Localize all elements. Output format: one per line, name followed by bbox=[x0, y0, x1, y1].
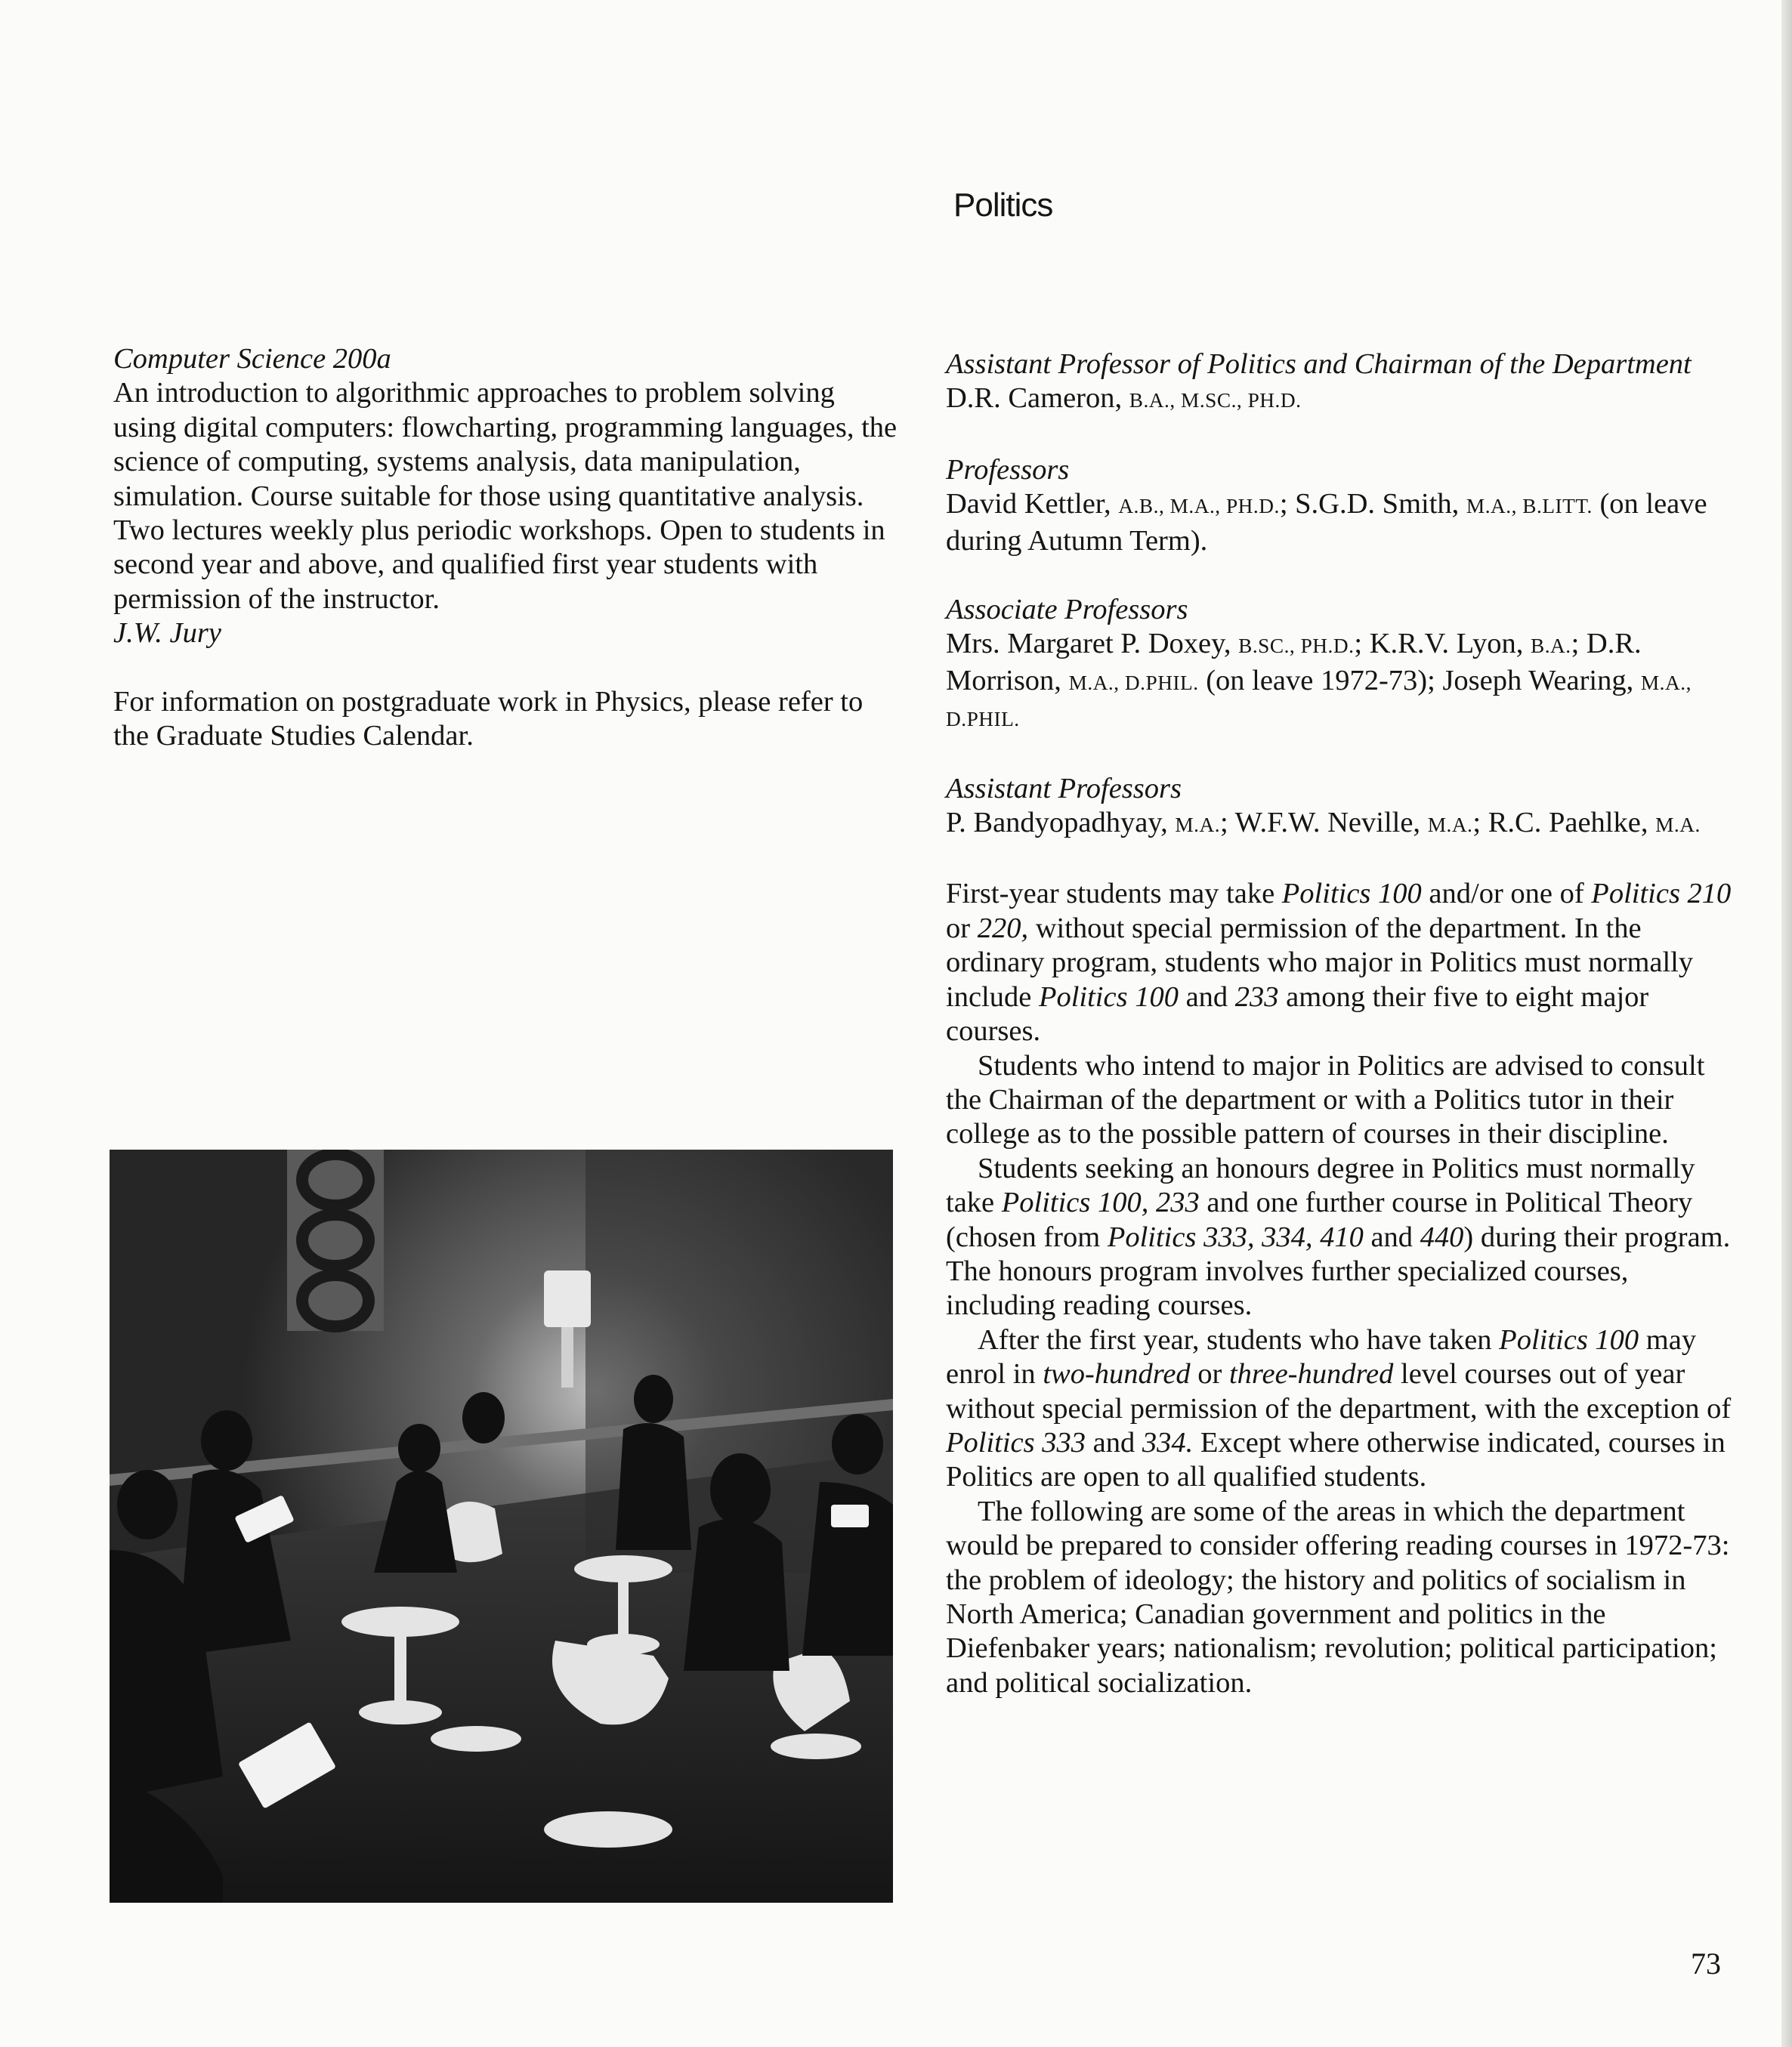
postgraduate-note: For information on postgraduate work in Physics, please refer to the Graduate Studies Calendar. bbox=[113, 685, 864, 752]
associate-name: ; K.R.V. Lyon, bbox=[1354, 628, 1531, 660]
course-ref: Politics 100 bbox=[1281, 878, 1422, 910]
assistant-professors-block bbox=[946, 772, 1732, 843]
course-ref: two-hundred bbox=[1043, 1358, 1191, 1391]
assistant-degrees: M.A. bbox=[1427, 814, 1473, 837]
course-ref: Politics 210 bbox=[1591, 878, 1732, 910]
assistant-professors-heading: Assistant Professors bbox=[946, 772, 1182, 804]
text-run: may enrol in bbox=[946, 1323, 1697, 1391]
program-paragraph-4 bbox=[946, 1323, 1732, 1495]
text-run: and bbox=[1178, 980, 1235, 1013]
course-ref: 334. bbox=[1142, 1426, 1194, 1459]
text-run: and bbox=[1086, 1426, 1142, 1459]
assistant-name: ; R.C. Paehlke, bbox=[1472, 807, 1656, 839]
right-column bbox=[946, 347, 1732, 1700]
program-paragraph-2: Students who intend to major in Politics are advised to consult the Chairman of the department or with a Politics tutor in their college as to the possible pattern of courses in their discipline. bbox=[946, 1049, 1705, 1150]
text-run: Students seeking an honours degree in Politics must normally take bbox=[946, 1152, 1695, 1219]
text-run: and/or one of bbox=[1421, 878, 1592, 910]
chair-name: D.R. Cameron, bbox=[946, 382, 1129, 415]
program-paragraph-3 bbox=[946, 1152, 1732, 1323]
associate-name: Joseph Wearing, bbox=[1442, 664, 1641, 696]
course-ref: Politics 100, 233 bbox=[1001, 1187, 1200, 1219]
course-ref: Politics 333 bbox=[946, 1426, 1086, 1459]
text-run: ) during their program. The honours program involves further specialized courses, including reading courses. bbox=[946, 1221, 1731, 1322]
course-title: Computer Science 200a bbox=[113, 343, 391, 375]
assistant-professors-list bbox=[946, 806, 1732, 842]
professors-block bbox=[946, 453, 1732, 558]
course-ref: Politics 100 bbox=[1499, 1323, 1639, 1356]
professor-note: (on leave during Autumn Term). bbox=[946, 488, 1707, 557]
left-column bbox=[113, 342, 899, 753]
assistant-name: P. Bandyopadhyay, bbox=[946, 807, 1176, 839]
chair-entry bbox=[946, 381, 1732, 418]
chair-degrees: B.A., M.SC., PH.D. bbox=[1129, 389, 1302, 412]
text-run: without special permission of the department. In the ordinary program, students who major in Politics must normally include bbox=[946, 912, 1694, 1013]
chair-title: Assistant Professor of Politics and Chairman of the Department bbox=[946, 348, 1692, 380]
professor-name: David Kettler, bbox=[946, 488, 1119, 520]
associate-note: (on leave 1972-73); bbox=[1198, 664, 1443, 696]
associate-degrees: B.A. bbox=[1530, 634, 1571, 658]
professors-list bbox=[946, 487, 1732, 558]
text-run: Except where otherwise indicated, courses in Politics are open to all qualified students. bbox=[946, 1426, 1726, 1493]
text-run: First-year students may take bbox=[946, 878, 1282, 910]
course-ref: 233 bbox=[1234, 980, 1279, 1013]
program-text bbox=[946, 877, 1732, 1700]
text-run: or bbox=[1190, 1358, 1229, 1391]
course-ref: Politics 100 bbox=[1038, 980, 1179, 1013]
page-edge bbox=[1781, 0, 1792, 2047]
professor-degrees: A.B., M.A., PH.D. bbox=[1118, 495, 1280, 518]
program-paragraph-5: The following are some of the areas in which the department would be prepared to consider offering reading courses in 1972-73: the problem of ideology; the history and politics of socialism in North America; Canadian government and politics in the Diefenbaker years; nationalism; revolution; political participation; and political socialization. bbox=[946, 1495, 1730, 1699]
text-run: and one further course in Political Theory (chosen from bbox=[946, 1187, 1693, 1253]
associate-degrees: M.A., D.PHIL. bbox=[1068, 671, 1199, 694]
course-ref: three-hundred bbox=[1228, 1358, 1394, 1391]
assistant-degrees: M.A. bbox=[1655, 814, 1701, 837]
course-ref: Politics 333, 334, 410 bbox=[1107, 1221, 1364, 1253]
students-lounge-photo bbox=[110, 1150, 893, 1903]
course-ref: 220, bbox=[977, 912, 1029, 944]
associate-professors-list bbox=[946, 627, 1732, 736]
page-number: 73 bbox=[1691, 1947, 1721, 1981]
course-instructor: J.W. Jury bbox=[113, 617, 221, 650]
program-paragraph-1 bbox=[946, 877, 1732, 1048]
text-run: among their five to eight major courses. bbox=[946, 980, 1649, 1048]
section-title: Politics bbox=[953, 187, 1053, 224]
associate-degrees: M.A., D.PHIL. bbox=[946, 671, 1692, 731]
course-description: An introduction to algorithmic approaches to problem solving using digital computers: flowcharting, programming languages, the science of computing, systems analysis, data manipulation, simulation. Course suitable for those using quantitative analysis. Two lectures weekly plus periodic workshops. Open to students in second year and above, and qualified first year students with permission of the instructor. bbox=[113, 377, 898, 615]
professor-name: ; S.G.D. Smith, bbox=[1279, 488, 1466, 520]
text-run: and bbox=[1363, 1221, 1420, 1253]
associate-professors-block bbox=[946, 593, 1732, 737]
assistant-name: ; W.F.W. Neville, bbox=[1220, 807, 1428, 839]
associate-name: Mrs. Margaret P. Doxey, bbox=[946, 628, 1239, 660]
chair-block bbox=[946, 347, 1732, 418]
professor-degrees: M.A., B.LITT. bbox=[1466, 495, 1593, 518]
associate-degrees: B.SC., PH.D. bbox=[1238, 634, 1355, 658]
photo-illustration bbox=[110, 1150, 893, 1903]
associate-professors-heading: Associate Professors bbox=[946, 594, 1188, 626]
course-ref: 440 bbox=[1420, 1221, 1464, 1253]
assistant-degrees: M.A. bbox=[1175, 814, 1221, 837]
text-run: level courses out of year without special permission of the department, with the exception of bbox=[946, 1358, 1732, 1425]
text-run: or bbox=[946, 912, 978, 944]
associate-name: ; D.R. Morrison, bbox=[946, 628, 1642, 696]
text-run: After the first year, students who have taken bbox=[978, 1323, 1500, 1356]
professors-heading: Professors bbox=[946, 453, 1070, 486]
